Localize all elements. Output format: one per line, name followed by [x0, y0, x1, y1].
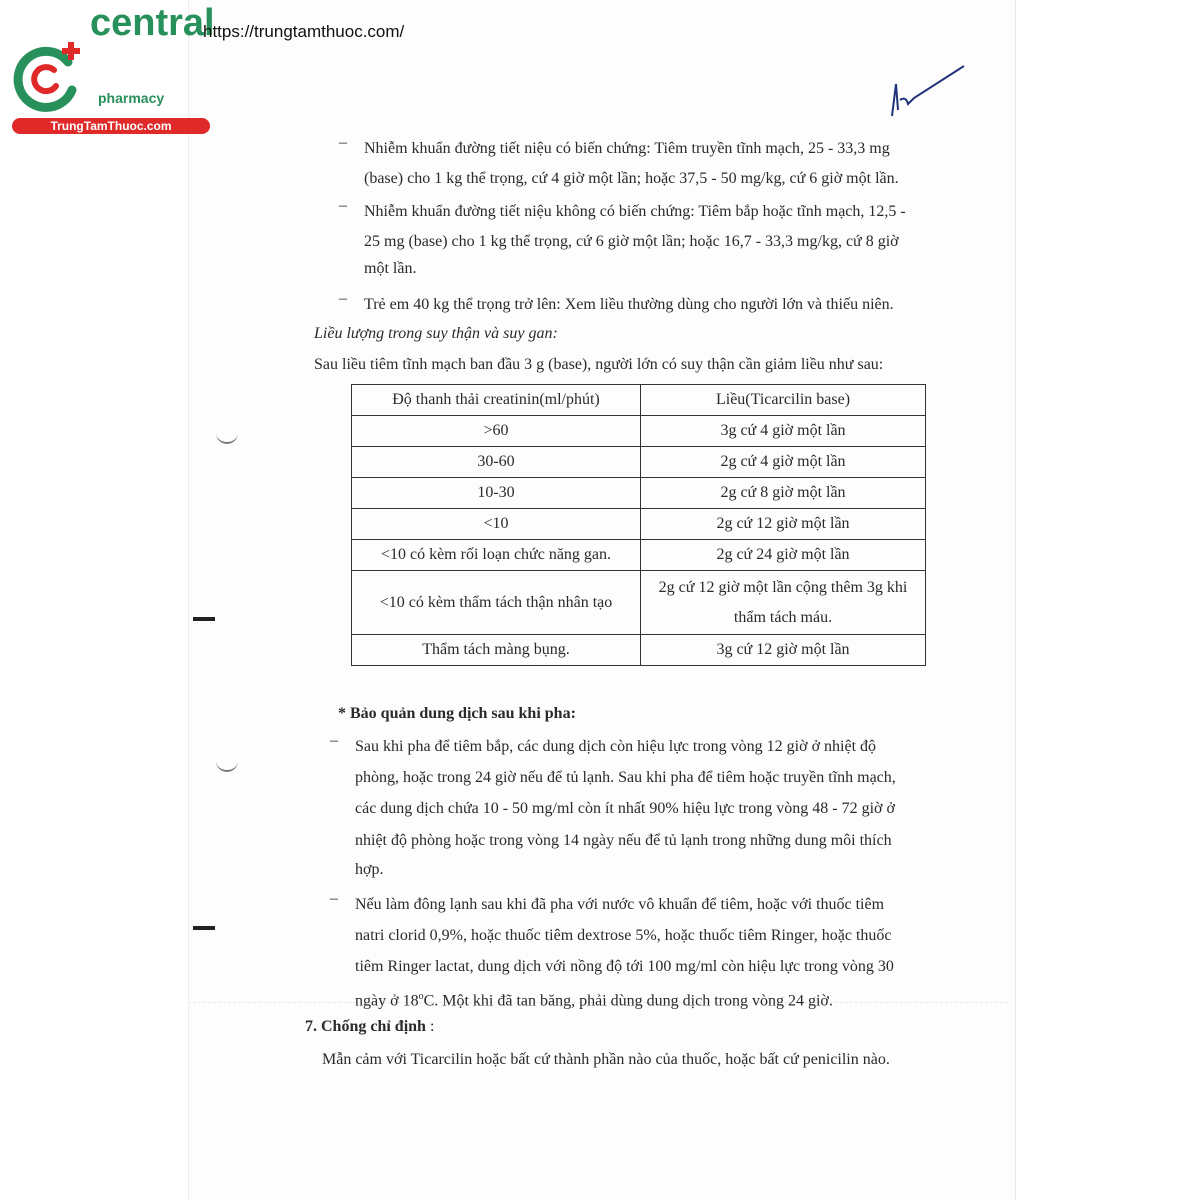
bullet-line: phòng, hoặc trong 24 giờ nếu để tủ lạnh. Sau khi pha để tiêm hoặc truyền tĩnh mạch,: [355, 769, 896, 786]
bullet-line: Sau khi pha để tiêm bắp, các dung dịch còn hiệu lực trong vòng 12 giờ ở nhiệt độ: [355, 738, 877, 755]
temp-text: ngày ở 18: [355, 992, 419, 1010]
signature-icon: [884, 60, 974, 120]
section-7-title: 7. Chống chỉ định: [305, 1018, 426, 1035]
table-row: [352, 509, 926, 540]
bullet-line: các dung dịch chứa 10 - 50 mg/ml còn ít nhất 90% hiệu lực trong vòng 48 - 72 giờ ở: [355, 800, 895, 817]
bullet-line: Nhiễm khuẩn đường tiết niệu có biến chứng: Tiêm truyền tĩnh mạch, 25 - 33,3 mg: [364, 140, 890, 157]
bullet-line: một lần.: [364, 260, 417, 277]
table-intro: Sau liều tiêm tĩnh mạch ban đầu 3 g (base), người lớn có suy thận cần giảm liều như sau:: [314, 356, 884, 373]
logo-name: central: [90, 2, 215, 44]
table-row: [352, 540, 926, 571]
table-cell: >60: [352, 416, 641, 447]
bullet-dash: –: [339, 134, 347, 151]
table-cell: <10 có kèm rối loạn chức năng gan.: [352, 540, 641, 571]
temp-text-rest: C. Một khi đã tan băng, phải dùng dung dịch trong vòng 24 giờ.: [423, 992, 833, 1010]
table-row: [352, 571, 926, 635]
logo-mark-icon: [10, 40, 86, 116]
bullet-line: 25 mg (base) cho 1 kg thể trọng, cứ 6 giờ một lần; hoặc 16,7 - 33,3 mg/kg, cứ 8 giờ: [364, 233, 899, 250]
bullet-line: nhiệt độ phòng hoặc trong vòng 14 ngày nếu để tủ lạnh trong những dung môi thích: [355, 832, 892, 849]
bullet-dash: –: [339, 290, 347, 307]
table-row: [352, 478, 926, 509]
table-cell: Thẩm tách màng bụng.: [352, 635, 641, 666]
central-pharmacy-logo: [10, 2, 215, 136]
bullet-line: Nếu làm đông lạnh sau khi đã pha với nước vô khuẩn để tiêm, hoặc với thuốc tiêm: [355, 896, 885, 913]
section-7-heading: [305, 1012, 434, 1042]
table-row: [352, 447, 926, 478]
logo-band: TrungTamThuoc.com: [12, 118, 210, 134]
table-cell: 3g cứ 12 giờ một lần: [641, 635, 926, 666]
table-row: [352, 416, 926, 447]
degree-sup: o: [418, 991, 424, 1002]
table-cell: <10 có kèm thẩm tách thận nhân tạo: [352, 571, 641, 635]
bullet-dash: –: [330, 890, 338, 907]
table-cell: 2g cứ 24 giờ một lần: [641, 540, 926, 571]
bullet-dash: –: [339, 197, 347, 214]
table-header: Độ thanh thải creatinin(ml/phút): [352, 385, 641, 416]
table-cell: 30-60: [352, 447, 641, 478]
table-cell: 2g cứ 8 giờ một lần: [641, 478, 926, 509]
table-cell: 10-30: [352, 478, 641, 509]
table-row: [352, 635, 926, 666]
table-header-row: [352, 385, 926, 416]
dose-table: [351, 384, 926, 666]
punch-mark: [193, 617, 215, 621]
table-cell: <10: [352, 509, 641, 540]
storage-heading: * Bảo quản dung dịch sau khi pha:: [338, 705, 576, 722]
bullet-line: tiêm Ringer lactat, dung dịch với nồng độ tới 100 mg/ml còn hiệu lực trong vòng 30: [355, 958, 894, 975]
subheading: Liều lượng trong suy thận và suy gan:: [314, 325, 558, 342]
source-url[interactable]: https://trungtamthuoc.com/: [203, 22, 405, 41]
logo-subtitle: pharmacy: [98, 90, 165, 106]
bullet-line: Trẻ em 40 kg thể trọng trở lên: Xem liều thường dùng cho người lớn và thiếu niên.: [364, 296, 894, 313]
table-cell: 2g cứ 12 giờ một lần cộng thêm 3g khi thẩm tách máu.: [641, 571, 926, 635]
table-cell: 3g cứ 4 giờ một lần: [641, 416, 926, 447]
table-cell: 2g cứ 4 giờ một lần: [641, 447, 926, 478]
table-cell: 2g cứ 12 giờ một lần: [641, 509, 926, 540]
punch-mark: [193, 926, 215, 930]
bullet-dash: –: [330, 732, 338, 749]
bullet-line: hợp.: [355, 861, 384, 878]
section-7-text: Mẫn cảm với Ticarcilin hoặc bất cứ thành phần nào của thuốc, hoặc bất cứ penicilin nào.: [322, 1051, 890, 1068]
bullet-line: natri clorid 0,9%, hoặc thuốc tiêm dextrose 5%, hoặc thuốc tiêm Ringer, hoặc thuốc: [355, 927, 892, 944]
section-7-colon: :: [425, 1018, 435, 1035]
bullet-line: Nhiễm khuẩn đường tiết niệu không có biến chứng: Tiêm bắp hoặc tĩnh mạch, 12,5 -: [364, 203, 906, 220]
bullet-line: (base) cho 1 kg thể trọng, cứ 4 giờ một lần; hoặc 37,5 - 50 mg/kg, cứ 6 giờ một lần.: [364, 170, 899, 187]
table-header: Liều(Ticarcilin base): [641, 385, 926, 416]
